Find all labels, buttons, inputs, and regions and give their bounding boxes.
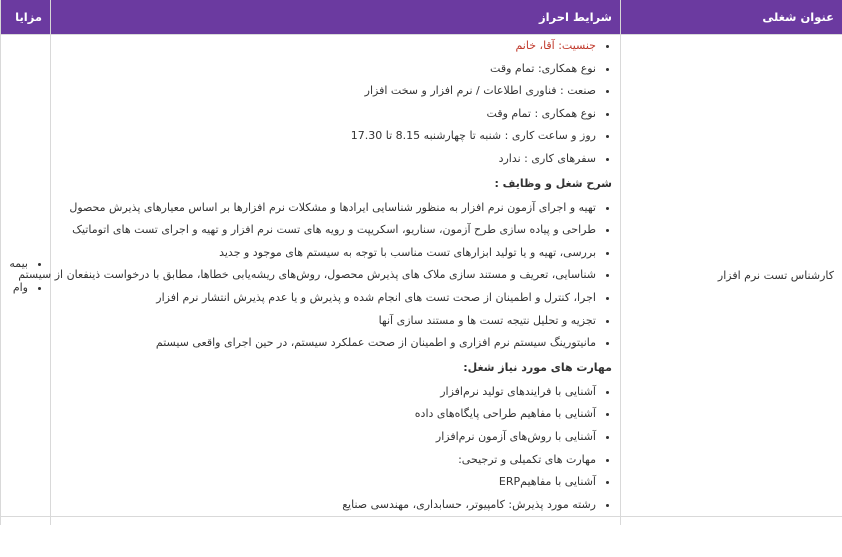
skills-heading: مهارت های مورد نیاز شغل: xyxy=(463,360,612,374)
list-item: • سفرهای کاری : ندارد xyxy=(59,148,596,171)
list-item: • روز و ساعت کاری : شنبه تا چهارشنبه 8.15 تا 17.30 xyxy=(59,125,596,148)
list-item: • مانیتورینگ سیستم نرم افزاری و اطمینان از صحت عملکرد سیستم، در حین اجرای واقعی سیستم xyxy=(59,332,596,355)
table-row xyxy=(1,35,842,517)
header-benefits: مزایا xyxy=(1,0,51,35)
list-item: • مهارت های تکمیلی و ترجیحی: xyxy=(59,449,596,472)
empty-cell xyxy=(1,517,51,526)
list-item: • وام xyxy=(9,276,28,300)
list-item: • آشنایی با مفاهیمERP xyxy=(59,471,596,494)
empty-cell xyxy=(621,517,842,526)
empty-cell xyxy=(51,517,621,526)
header-requirements: شرایط احراز xyxy=(51,0,621,35)
skills-list xyxy=(59,381,612,517)
list-item: • شناسایی، تعریف و مستند سازی ملاک های پذیرش محصول، روش‌های ریشه‌یابی خطاها، مطابق با درخواست ذینفعان از سیستم xyxy=(59,264,596,287)
list-item: • بیمه xyxy=(9,252,28,276)
list-item: • تهیه و اجرای آزمون نرم افزار به منظور شناسایی ایرادها و مشکلات نرم افزارها بر اساس معیارهای پذیرش محصول xyxy=(59,197,596,220)
list-item: • آشنایی با مفاهیم طراحی پایگاه‌های داده xyxy=(59,403,596,426)
list-item: • جنسیت: آقا، خانم xyxy=(59,35,596,58)
list-item: • طراحی و پیاده سازی طرح آزمون، سناریو، اسکریپت و رویه های تست نرم افزار و تهیه و اجرای تست های اتوماتیک xyxy=(59,219,596,242)
list-item: • آشنایی با فرایندهای تولید نرم‌افزار xyxy=(59,381,596,404)
job-title-cell: کارشناس تست نرم افزار xyxy=(621,35,842,517)
table-header-row xyxy=(1,0,842,35)
list-item: • رشته مورد پذیرش: کامپیوتر، حسابداری، مهندسی صنایع xyxy=(59,494,596,517)
list-item: • اجرا، کنترل و اطمینان از صحت تست های انجام شده و پذیرش و یا عدم پذیرش انتشار نرم افزار xyxy=(59,287,596,310)
header-job-title: عنوان شغلی xyxy=(621,0,842,35)
list-item: • نوع همکاری : تمام وقت xyxy=(59,103,596,126)
list-item: • بررسی، تهیه و یا تولید ابزارهای تست مناسب با توجه به سیستم های موجود و جدید xyxy=(59,242,596,265)
benefits-list xyxy=(9,252,42,300)
list-item: • نوع همکاری: تمام وقت xyxy=(59,58,596,81)
duties-heading: شرح شغل و وظایف : xyxy=(494,176,612,190)
list-item: • صنعت : فناوری اطلاعات / نرم افزار و سخت افزار xyxy=(59,80,596,103)
list-item: • آشنایی با روش‌های آزمون نرم‌افزار xyxy=(59,426,596,449)
basics-list xyxy=(59,35,612,171)
table-row xyxy=(1,517,842,526)
list-item: • تجزیه و تحلیل نتیجه تست ها و مستند سازی آنها xyxy=(59,310,596,333)
